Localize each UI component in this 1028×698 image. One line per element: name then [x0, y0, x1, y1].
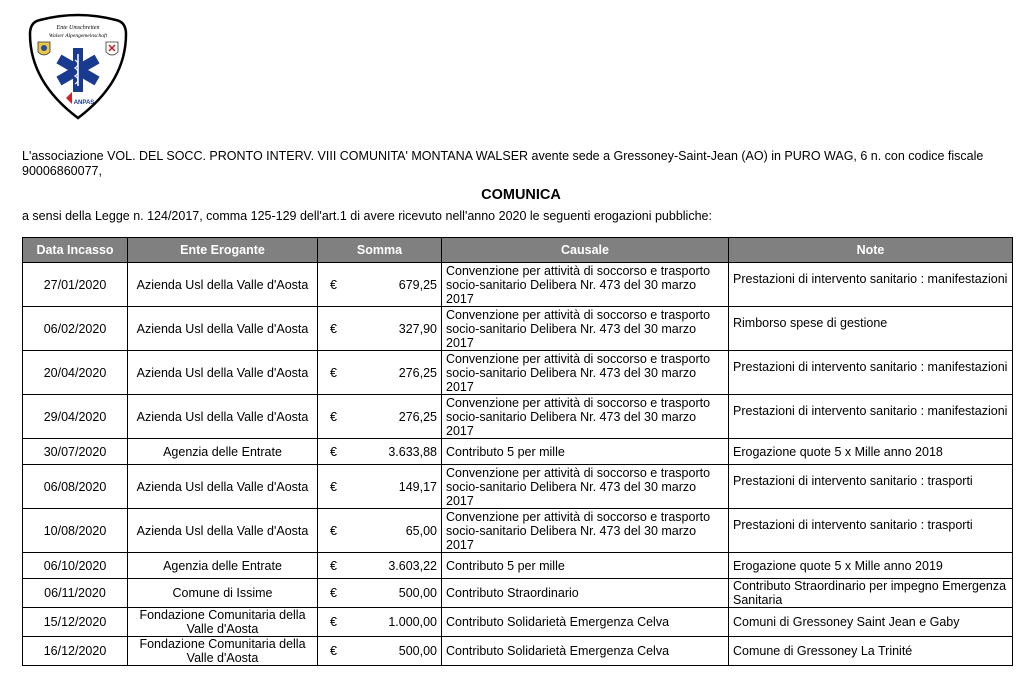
cell-note [729, 509, 1013, 553]
cell-note [729, 351, 1013, 395]
date-text: 06/11/2020 [44, 586, 106, 600]
cell-causale [442, 263, 729, 307]
ente-text: Azienda Usl della Valle d'Aosta [136, 523, 309, 538]
table-row [23, 509, 1013, 553]
amount-text: 276,25 [398, 409, 437, 424]
note-text: Rimborso spese di gestione [733, 315, 888, 330]
causale-text: Contributo Solidarietà Emergenza Celva [446, 644, 670, 658]
table-row [23, 351, 1013, 395]
logo-text-line1: Ente Umschreiten [56, 25, 100, 31]
cell-date [23, 509, 128, 553]
cell-ente [128, 608, 318, 637]
cell-causale [442, 637, 729, 666]
currency-symbol: € [330, 444, 337, 459]
date-text: 06/08/2020 [43, 479, 107, 494]
amount-text: 1.000,00 [388, 615, 437, 629]
causale-line2: socio-sanitario Delibera Nr. 473 del 30 marzo 2017 [446, 321, 697, 350]
causale-text: Contributo 5 per mille [446, 444, 565, 459]
causale-text: Contributo Straordinario [446, 586, 579, 600]
ente-text: Agenzia delle Entrate [163, 444, 282, 459]
currency-symbol: € [330, 615, 337, 629]
ente-text: Comune di Issime [172, 586, 273, 600]
cell-causale [442, 608, 729, 637]
note-text: Prestazioni di intervento sanitario : manifestazioni [733, 403, 1008, 418]
table-row [23, 439, 1013, 465]
cell-date [23, 351, 128, 395]
table-row [23, 395, 1013, 439]
cell-date [23, 263, 128, 307]
header-data-incasso: Data Incasso [23, 238, 128, 263]
ente-text: Azienda Usl della Valle d'Aosta [136, 277, 309, 292]
note-text: Erogazione quote 5 x Mille anno 2019 [733, 558, 943, 573]
note-text: Erogazione quote 5 x Mille anno 2018 [733, 444, 943, 459]
association-logo [26, 12, 130, 122]
causale-text: Contributo Solidarietà Emergenza Celva [446, 615, 670, 629]
header-note: Note [729, 238, 1013, 263]
cell-date [23, 637, 128, 666]
cell-date [23, 307, 128, 351]
cell-causale [442, 439, 729, 465]
currency-symbol: € [330, 523, 337, 538]
cell-somma [318, 509, 442, 553]
cell-ente [128, 637, 318, 666]
currency-symbol: € [330, 277, 337, 292]
table-row [23, 307, 1013, 351]
ente-line1: Fondazione Comunitaria della [139, 637, 306, 651]
date-text: 29/04/2020 [43, 409, 107, 424]
logo-text-line2: Walser Alpengemeinschaft [48, 33, 108, 39]
causale-line1: Convenzione per attività di soccorso e trasporto [446, 307, 711, 322]
amount-text: 327,90 [398, 321, 437, 336]
table-row [23, 263, 1013, 307]
left-crest-icon [38, 42, 50, 55]
header-ente-erogante: Ente Erogante [128, 238, 318, 263]
table-row [23, 579, 1013, 608]
amount-text: 3.633,88 [388, 444, 437, 459]
cell-date [23, 395, 128, 439]
cell-date [23, 439, 128, 465]
amount-text: 500,00 [398, 644, 437, 658]
cell-date [23, 553, 128, 579]
causale-line1: Convenzione per attività di soccorso e trasporto [446, 395, 711, 410]
cell-somma [318, 637, 442, 666]
cell-somma [318, 263, 442, 307]
heading-comunica: COMUNICA [481, 187, 561, 203]
causale-line2: socio-sanitario Delibera Nr. 473 del 30 marzo 2017 [446, 479, 697, 508]
table-row [23, 465, 1013, 509]
right-crest-icon [106, 42, 118, 55]
cell-causale [442, 509, 729, 553]
causale-text: Contributo 5 per mille [446, 558, 565, 573]
amount-text: 149,17 [398, 479, 437, 494]
cell-ente [128, 509, 318, 553]
causale-line1: Convenzione per attività di soccorso e trasporto [446, 465, 711, 480]
cell-date [23, 608, 128, 637]
date-text: 30/07/2020 [43, 444, 107, 459]
ente-text: Azienda Usl della Valle d'Aosta [136, 365, 309, 380]
note-text: Prestazioni di intervento sanitario : trasporti [733, 517, 973, 532]
cell-somma [318, 439, 442, 465]
cell-causale [442, 351, 729, 395]
cell-causale [442, 307, 729, 351]
cell-somma [318, 351, 442, 395]
cell-ente [128, 263, 318, 307]
header-somma: Somma [318, 238, 442, 263]
ente-line1: Fondazione Comunitaria della [139, 608, 306, 622]
legal-reference: a sensi della Legge n. 124/2017, comma 125-129 dell'art.1 di avere ricevuto nell'anno 2020 le seguenti erogazioni pubbliche: [22, 209, 712, 223]
cell-ente [128, 465, 318, 509]
causale-line2: socio-sanitario Delibera Nr. 473 del 30 marzo 2017 [446, 523, 697, 552]
cell-note [729, 579, 1013, 608]
date-text: 15/12/2020 [43, 615, 107, 629]
cell-somma [318, 307, 442, 351]
note-text: Prestazioni di intervento sanitario : manifestazioni [733, 359, 1008, 374]
table-row [23, 553, 1013, 579]
table-row [23, 608, 1013, 637]
amount-text: 3.603,22 [388, 558, 437, 573]
ente-line2: Valle d'Aosta [186, 622, 259, 636]
cell-date [23, 579, 128, 608]
table-header-row [23, 238, 1013, 263]
erogazioni-table [22, 237, 1013, 666]
note-text: Prestazioni di intervento sanitario : trasporti [733, 473, 973, 488]
date-text: 06/02/2020 [43, 321, 107, 336]
cell-ente [128, 439, 318, 465]
cell-ente [128, 579, 318, 608]
cell-causale [442, 579, 729, 608]
cell-note [729, 465, 1013, 509]
ente-text: Azienda Usl della Valle d'Aosta [136, 409, 309, 424]
note-line2: Sanitaria [733, 593, 783, 607]
causale-line1: Convenzione per attività di soccorso e trasporto [446, 351, 711, 366]
note-line1: Contributo Straordinario per impegno Emergenza [733, 579, 1007, 593]
cell-ente [128, 553, 318, 579]
date-text: 06/10/2020 [43, 558, 107, 573]
cell-causale [442, 465, 729, 509]
cell-note [729, 263, 1013, 307]
cell-note [729, 439, 1013, 465]
currency-symbol: € [330, 409, 337, 424]
cell-ente [128, 351, 318, 395]
cell-somma [318, 579, 442, 608]
cell-ente [128, 307, 318, 351]
currency-symbol: € [330, 321, 337, 336]
note-text: Comune di Gressoney La Trinité [733, 644, 913, 658]
date-text: 10/08/2020 [43, 523, 107, 538]
cell-causale [442, 395, 729, 439]
cell-note [729, 307, 1013, 351]
date-text: 27/01/2020 [43, 277, 107, 292]
causale-line1: Convenzione per attività di soccorso e trasporto [446, 509, 711, 524]
currency-symbol: € [330, 586, 337, 600]
currency-symbol: € [330, 479, 337, 494]
date-text: 20/04/2020 [43, 365, 107, 380]
cell-note [729, 395, 1013, 439]
cell-note [729, 553, 1013, 579]
causale-line1: Convenzione per attività di soccorso e trasporto [446, 263, 711, 278]
ente-text: Azienda Usl della Valle d'Aosta [136, 479, 309, 494]
note-text: Prestazioni di intervento sanitario : manifestazioni [733, 271, 1008, 286]
note-text: Comuni di Gressoney Saint Jean e Gaby [733, 615, 960, 629]
cell-causale [442, 553, 729, 579]
causale-line2: socio-sanitario Delibera Nr. 473 del 30 marzo 2017 [446, 409, 697, 438]
amount-text: 679,25 [398, 277, 437, 292]
table-row [23, 637, 1013, 666]
cell-ente [128, 395, 318, 439]
header-causale: Causale [442, 238, 729, 263]
ente-text: Agenzia delle Entrate [163, 558, 282, 573]
amount-text: 65,00 [405, 523, 437, 538]
causale-line2: socio-sanitario Delibera Nr. 473 del 30 marzo 2017 [446, 277, 697, 306]
date-text: 16/12/2020 [43, 644, 107, 658]
ente-line2: Valle d'Aosta [186, 651, 259, 665]
cell-somma [318, 395, 442, 439]
currency-symbol: € [330, 558, 337, 573]
cell-note [729, 637, 1013, 666]
intro-paragraph: L'associazione VOL. DEL SOCC. PRONTO INTERV. VIII COMUNITA' MONTANA WALSER avente sede a Gressoney-Saint-Jean (AO) in PURO WAG, 6 n. con codice fiscale 90006860077, [22, 149, 984, 178]
cell-somma [318, 608, 442, 637]
ente-text: Azienda Usl della Valle d'Aosta [136, 321, 309, 336]
cell-note [729, 608, 1013, 637]
causale-line2: socio-sanitario Delibera Nr. 473 del 30 marzo 2017 [446, 365, 697, 394]
cell-somma [318, 553, 442, 579]
currency-symbol: € [330, 644, 337, 658]
cell-date [23, 465, 128, 509]
cell-somma [318, 465, 442, 509]
currency-symbol: € [330, 365, 337, 380]
anpas-label: ANPAS [73, 100, 95, 106]
amount-text: 500,00 [398, 586, 437, 600]
amount-text: 276,25 [398, 365, 437, 380]
